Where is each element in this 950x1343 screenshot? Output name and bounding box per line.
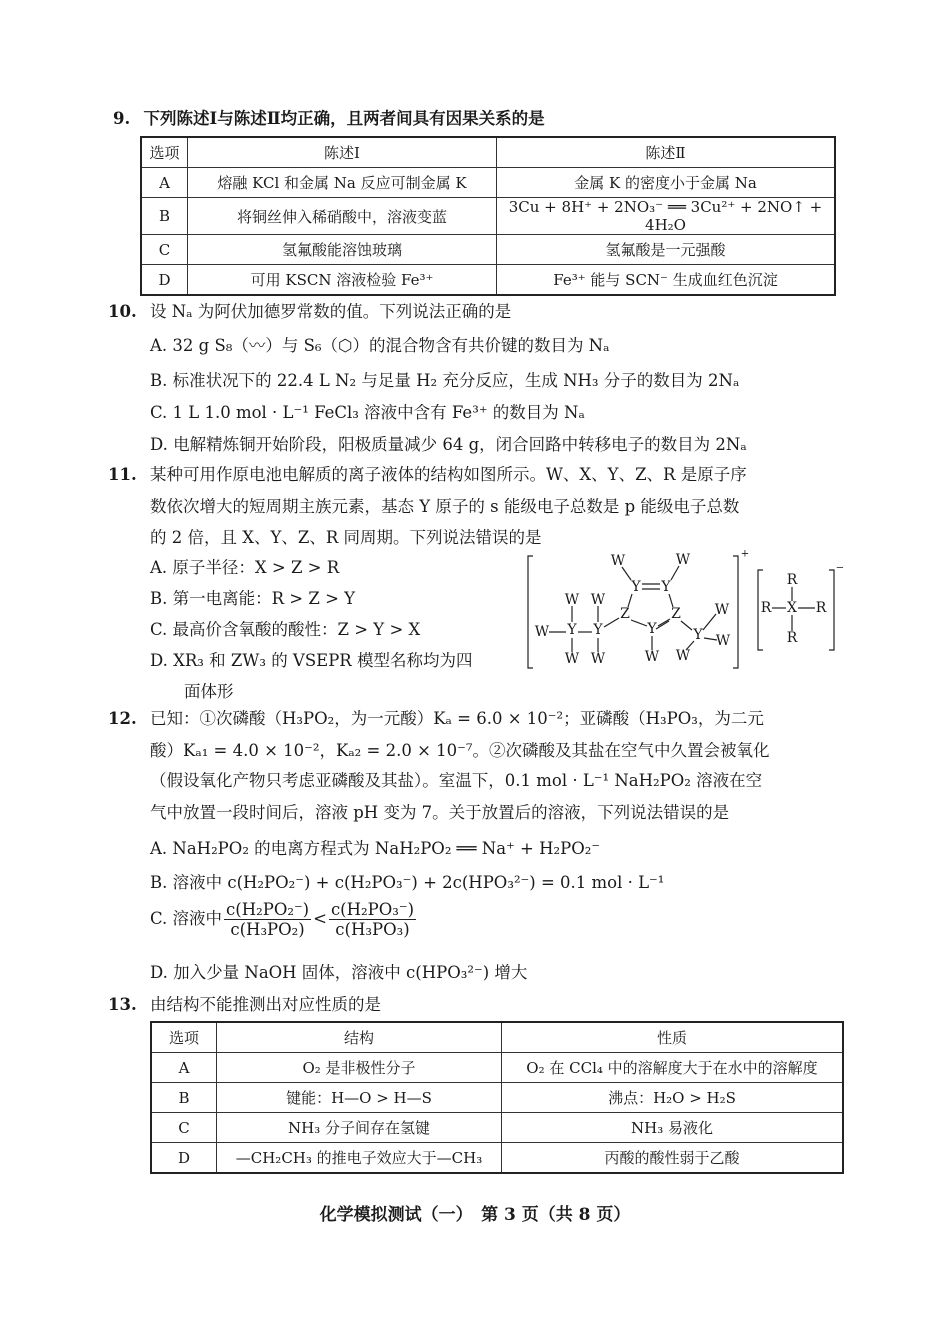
cell: C <box>141 235 188 265</box>
question-number: 12. <box>108 709 137 728</box>
anion-charge: − <box>835 562 845 574</box>
table-row <box>151 1143 843 1174</box>
cell: —CH₂CH₃ 的推电子效应大于—CH₃ <box>217 1143 502 1174</box>
cell: 3Cu + 8H⁺ + 2NO₃⁻ ══ 3Cu²⁺ + 2NO↑ + 4H₂O <box>497 198 836 235</box>
atom-label: W <box>675 552 691 568</box>
table-row <box>151 1113 843 1143</box>
table-row <box>141 198 835 235</box>
cell: D <box>141 265 188 296</box>
option-c <box>150 900 418 939</box>
header-cell: 陈述Ⅱ <box>497 137 836 168</box>
question-text: （假设氧化产物只考虑亚磷酸及其盐）。室温下，0.1 mol · L⁻¹ NaH₂PO₂ 溶液在空 <box>150 771 763 790</box>
cell: 金属 K 的密度小于金属 Na <box>497 168 836 198</box>
page-footer: 化学模拟测试（一） 第 3 页（共 8 页） <box>319 1205 631 1225</box>
atom-label: Z <box>620 606 630 622</box>
option-a: A. 32 g S₈（〰）与 S₆（⬡）的混合物含有共价键的数目为 Nₐ <box>150 336 610 355</box>
atom-label: R <box>786 572 798 588</box>
option-d: D. 电解精炼铜开始阶段，阳极质量减少 64 g，闭合回路中转移电子的数目为 2Nₐ <box>150 435 747 454</box>
header-cell: 结构 <box>217 1022 502 1053</box>
header-cell: 陈述Ⅰ <box>188 137 497 168</box>
numerator: c(H₂PO₂⁻) <box>226 900 310 919</box>
cell: Fe³⁺ 能与 SCN⁻ 生成血红色沉淀 <box>497 265 836 296</box>
question-9-table <box>140 136 836 296</box>
question-12-stem <box>108 705 764 729</box>
question-number: 9. <box>113 109 131 128</box>
atom-label: X <box>787 600 797 616</box>
cell: 可用 KSCN 溶液检验 Fe³⁺ <box>188 265 497 296</box>
numerator: c(H₂PO₃⁻) <box>330 900 415 919</box>
header-cell: 选项 <box>141 137 188 168</box>
atom-label: Y <box>631 579 641 595</box>
option-d-continued: 面体形 <box>184 682 234 701</box>
atom-label: Y <box>661 579 671 595</box>
question-text: 数依次增大的短周期主族元素，基态 Y 原子的 s 能级电子总数是 p 能级电子总数 <box>150 497 740 516</box>
table-header <box>151 1022 843 1053</box>
option-c-prefix: C. 溶液中 <box>150 909 223 928</box>
cell: 沸点：H₂O > H₂S <box>502 1083 844 1113</box>
cell: D <box>151 1143 217 1174</box>
atom-label: W <box>644 649 660 665</box>
cell: 键能：H—O > H—S <box>217 1083 502 1113</box>
cell: A <box>151 1053 217 1083</box>
question-number: 13. <box>108 995 137 1014</box>
atom-label: W <box>675 648 691 664</box>
atom-label: R <box>760 600 772 616</box>
option-d: D. XR₃ 和 ZW₃ 的 VSEPR 模型名称均为四 <box>150 651 473 670</box>
fraction-right <box>329 900 416 939</box>
cell: O₂ 是非极性分子 <box>217 1053 502 1083</box>
atom-label: W <box>715 633 731 649</box>
cell: C <box>151 1113 217 1143</box>
question-text: 设 Nₐ 为阿伏加德罗常数的值。下列说法正确的是 <box>149 302 512 321</box>
atom-label: Y <box>567 622 577 638</box>
table-row <box>151 1053 843 1083</box>
fraction-left <box>224 900 311 939</box>
option-b: B. 标准状况下的 22.4 L N₂ 与足量 H₂ 充分反应，生成 NH₃ 分子的数目为 2Nₐ <box>150 371 740 390</box>
cell: 将铜丝伸入稀硝酸中，溶液变蓝 <box>188 198 497 235</box>
option-a: A. NaH₂PO₂ 的电离方程式为 NaH₂PO₂ ══ Na⁺ + H₂PO₂⁻ <box>150 839 601 858</box>
question-text: 由结构不能推测出对应性质的是 <box>149 995 381 1014</box>
question-text: 酸）Kₐ₁ = 4.0 × 10⁻²，Kₐ₂ = 2.0 × 10⁻⁷。②次磷酸及其盐在空气中久置会被氧化 <box>150 741 770 760</box>
atom-labels <box>535 549 844 668</box>
cation-charge: + <box>740 548 750 560</box>
question-text: 某种可用作原电池电解质的离子液体的结构如图所示。W、X、Y、Z、R 是原子序 <box>149 465 747 484</box>
atom-label: Y <box>647 621 657 637</box>
atom-label: W <box>714 602 730 618</box>
atom-label: W <box>590 651 606 667</box>
question-10-stem <box>108 298 511 322</box>
question-text: 下列陈述Ⅰ与陈述Ⅱ均正确，且两者间具有因果关系的是 <box>143 109 545 128</box>
atom-label: Y <box>593 622 603 638</box>
question-9-stem <box>113 105 545 129</box>
option-c: C. 1 L 1.0 mol · L⁻¹ FeCl₃ 溶液中含有 Fe³⁺ 的数目为 Nₐ <box>150 403 585 422</box>
ionic-liquid-structure-diagram <box>520 545 850 675</box>
cell: NH₃ 易液化 <box>502 1113 844 1143</box>
header-cell: 选项 <box>151 1022 217 1053</box>
atom-label: Y <box>693 627 703 643</box>
table-header <box>141 137 835 168</box>
table-row <box>141 265 835 296</box>
cell: B <box>151 1083 217 1113</box>
atom-label: W <box>564 651 580 667</box>
option-c: C. 最高价含氧酸的酸性：Z > Y > X <box>150 620 421 639</box>
question-text: 已知：①次磷酸（H₃PO₂，为一元酸）Kₐ = 6.0 × 10⁻²；亚磷酸（H₃PO₃，为二元 <box>149 709 764 728</box>
cell: O₂ 在 CCl₄ 中的溶解度大于在水中的溶解度 <box>502 1053 844 1083</box>
option-d: D. 加入少量 NaOH 固体，溶液中 c(HPO₃²⁻) 增大 <box>150 963 528 982</box>
comparison-operator: < <box>313 909 327 928</box>
option-a: A. 原子半径：X > Z > R <box>150 558 340 577</box>
question-number: 11. <box>108 465 137 484</box>
atom-label: W <box>564 592 580 608</box>
table-row <box>141 168 835 198</box>
cell: 丙酸的酸性弱于乙酸 <box>502 1143 844 1174</box>
question-text: 气中放置一段时间后，溶液 pH 变为 7。关于放置后的溶液，下列说法错误的是 <box>150 803 730 822</box>
question-number: 10. <box>108 302 137 321</box>
cell: 熔融 KCl 和金属 Na 反应可制金属 K <box>188 168 497 198</box>
cell: 氢氟酸能溶蚀玻璃 <box>188 235 497 265</box>
table-row <box>151 1083 843 1113</box>
cell: B <box>141 198 188 235</box>
question-13-table <box>150 1021 844 1174</box>
cell: A <box>141 168 188 198</box>
atom-label: W <box>610 553 626 569</box>
table-row <box>141 235 835 265</box>
option-b: B. 溶液中 c(H₂PO₂⁻) + c(H₂PO₃⁻) + 2c(HPO₃²⁻) = 0.1 mol · L⁻¹ <box>150 873 665 892</box>
cell: 氢氟酸是一元强酸 <box>497 235 836 265</box>
atom-label: Z <box>671 606 681 622</box>
cell: NH₃ 分子间存在氢键 <box>217 1113 502 1143</box>
atom-label: W <box>590 592 606 608</box>
option-b: B. 第一电离能：R > Z > Y <box>150 589 356 608</box>
atom-label: R <box>815 600 827 616</box>
atom-label: R <box>786 630 798 646</box>
question-11-stem <box>108 461 747 485</box>
atom-label: W <box>534 624 550 640</box>
denominator: c(H₃PO₃) <box>335 920 410 939</box>
question-text: 的 2 倍，且 X、Y、Z、R 同周期。下列说法错误的是 <box>150 528 542 547</box>
question-13-stem <box>108 991 381 1015</box>
header-cell: 性质 <box>502 1022 844 1053</box>
denominator: c(H₃PO₂) <box>230 920 305 939</box>
